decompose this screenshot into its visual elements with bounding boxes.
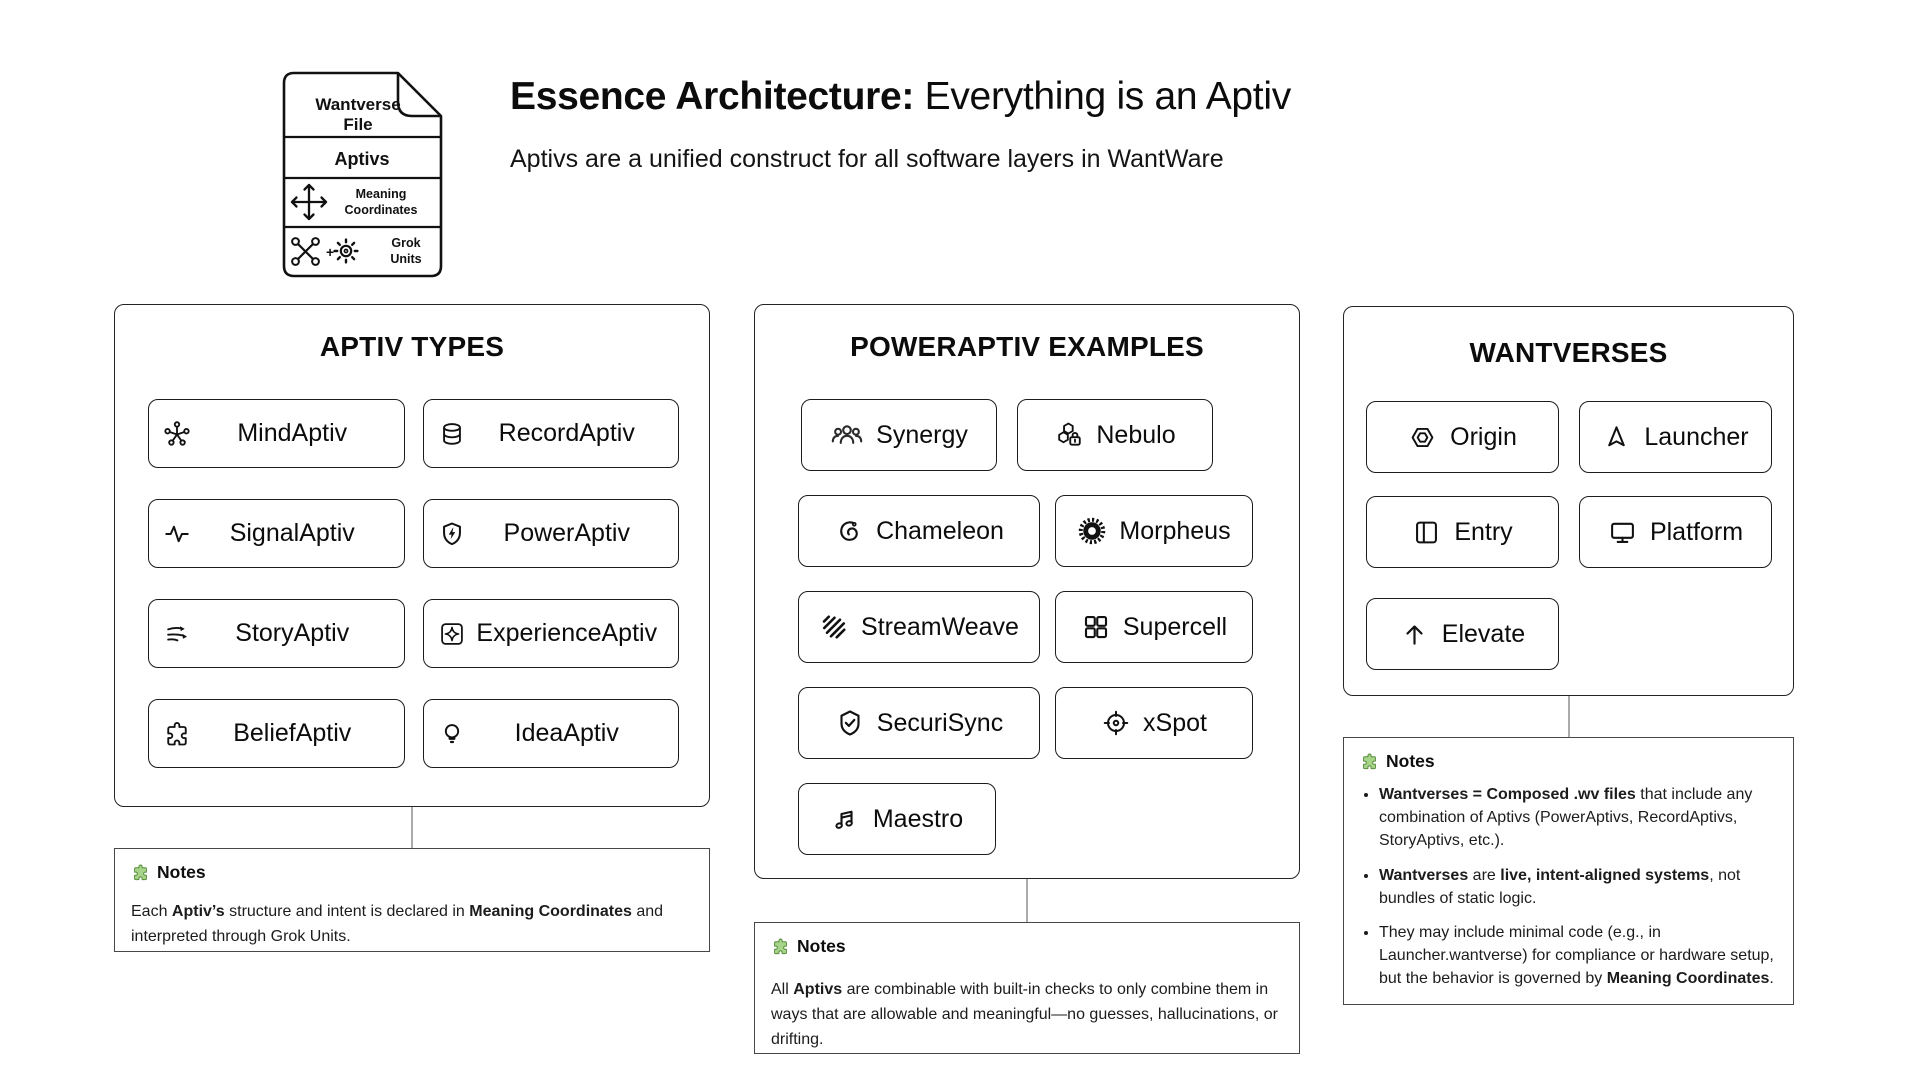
- page-title-rest: Everything is an Aptiv: [914, 75, 1291, 118]
- wantverse-label: Origin: [1450, 422, 1517, 451]
- poweraptiv-supercell: [1055, 591, 1253, 663]
- notes-poweraptiv: [754, 922, 1300, 1054]
- page-subtitle: Aptivs are a unified construct for all software layers in WantWare: [510, 144, 1224, 173]
- nav-arrow-icon: [1602, 423, 1631, 452]
- connector-wantverses-notes: [1568, 696, 1570, 737]
- poweraptiv-label: Morpheus: [1119, 516, 1231, 545]
- wantverse-entry: [1366, 496, 1559, 568]
- green-puzzle-icon: [1360, 752, 1379, 771]
- poweraptiv-synergy: [801, 399, 997, 471]
- panel-aptiv-types-title: APTIV TYPES: [319, 331, 505, 362]
- hex-cluster-lock-icon: [1054, 420, 1084, 450]
- signal-pulse-icon: [163, 520, 191, 548]
- file-card-row4-line1: Grok: [391, 236, 421, 250]
- aptiv-type-label: MindAptiv: [237, 419, 348, 447]
- panel-poweraptiv-title: POWERAPTIV EXAMPLES: [850, 331, 1204, 362]
- aptiv-types-grid: [148, 399, 679, 768]
- poweraptiv-xspot: [1055, 687, 1253, 759]
- aptiv-type-label: StoryAptiv: [235, 619, 350, 647]
- database-icon: [438, 420, 466, 448]
- file-card-row3-line1: Meaning: [355, 187, 407, 201]
- page-title-bold: Essence Architecture:: [510, 75, 915, 118]
- sparkle-square-icon: [438, 620, 466, 648]
- aptiv-type-label: PowerAptiv: [503, 519, 630, 547]
- panel-poweraptiv-examples: [754, 304, 1300, 879]
- wantverse-label: Entry: [1454, 517, 1513, 546]
- aptiv-type-label: SignalAptiv: [229, 519, 355, 547]
- panel-wantverses-title: WANTVERSES: [1469, 337, 1668, 368]
- poweraptiv-securisync: [798, 687, 1040, 759]
- flow-lines-icon: [163, 620, 191, 648]
- spiky-gear-icon: [1077, 516, 1107, 546]
- notes-bullet: • Wantverses = Composed .wv files that include any combination of Aptivs (PowerAptivs, RecordAptivs, StoryAptivs, etc.).: [1379, 783, 1777, 853]
- file-card-row1-line1: Wantverse: [315, 95, 401, 114]
- aptiv-type-poweraptiv: [423, 499, 680, 568]
- file-card-row4-line2: Units: [390, 252, 422, 266]
- shield-bolt-icon: [438, 520, 466, 548]
- wantverse-label: Elevate: [1441, 619, 1526, 648]
- poweraptiv-label: SecuriSync: [876, 708, 1004, 737]
- panel-aptiv-types: [114, 304, 710, 807]
- notes-title: Notes: [797, 936, 846, 956]
- poweraptiv-label: xSpot: [1143, 708, 1207, 737]
- aptiv-type-label: ExperienceAptiv: [476, 619, 658, 647]
- connector-aptiv-notes: [411, 807, 413, 848]
- wantverse-label: Launcher: [1644, 422, 1749, 451]
- notes-bullet: • They may include minimal code (e.g., in Launcher.wantverse) for compliance or hardware setup, but the behavior is governed by Meaning Coordinates.: [1379, 921, 1777, 991]
- notes-heading: [131, 862, 693, 883]
- wantverse-origin: [1366, 401, 1559, 473]
- chameleon-icon: [834, 516, 864, 546]
- monitor-icon: [1608, 518, 1637, 547]
- panel-wantverses: [1343, 306, 1794, 696]
- aptiv-type-storyaptiv: [148, 599, 405, 668]
- poweraptiv-label: StreamWeave: [861, 612, 1019, 641]
- aptiv-type-mindaptiv: [148, 399, 405, 468]
- mind-network-icon: [163, 420, 191, 448]
- hexagon-icon: [1408, 423, 1437, 452]
- page-title: [510, 74, 1410, 121]
- file-card-row1-line2: File: [343, 115, 373, 134]
- notes-heading: [771, 936, 1283, 957]
- notes-bullet-list: [1379, 783, 1777, 991]
- green-puzzle-icon: [131, 863, 150, 882]
- file-card-row3-line2: Coordinates: [344, 203, 418, 217]
- poweraptiv-label: Supercell: [1122, 612, 1228, 641]
- grid-cells-icon: [1081, 612, 1111, 642]
- wantverse-file-card: [280, 70, 445, 280]
- aptiv-type-label: BeliefAptiv: [233, 719, 352, 747]
- notes-body: All Aptivs are combinable with built-in checks to only combine them in ways that are allowable and meaningful—no guesses, hallucinations, or drifting.: [771, 981, 1278, 1048]
- door-panel-icon: [1412, 518, 1441, 547]
- notes-title: Notes: [1386, 751, 1435, 771]
- green-puzzle-icon: [771, 937, 790, 956]
- music-notes-icon: [831, 804, 861, 834]
- notes-wantverses: [1343, 737, 1794, 1005]
- wantverse-platform: [1579, 496, 1772, 568]
- wantverse-launcher: [1579, 401, 1772, 473]
- lightbulb-icon: [438, 720, 466, 748]
- file-card-aptivs-label: Aptivs: [334, 149, 390, 169]
- poweraptiv-streamweave: [798, 591, 1040, 663]
- notes-title: Notes: [157, 862, 206, 882]
- poweraptiv-nebulo: [1017, 399, 1213, 471]
- aptiv-type-label: IdeaAptiv: [514, 719, 619, 747]
- up-arrow-icon: [1400, 620, 1429, 649]
- aptiv-type-label: RecordAptiv: [498, 419, 635, 447]
- aptiv-type-signalaptiv: [148, 499, 405, 568]
- puzzle-icon: [163, 720, 191, 748]
- shield-check-icon: [835, 708, 865, 738]
- file-card-plus: +: [326, 244, 335, 260]
- poweraptiv-label: Synergy: [876, 420, 968, 449]
- poweraptiv-maestro: [798, 783, 996, 855]
- wantverse-label: Platform: [1649, 517, 1744, 546]
- poweraptiv-label: Maestro: [872, 804, 964, 833]
- notes-aptiv-types: [114, 848, 710, 952]
- connector-power-notes: [1026, 879, 1028, 922]
- aptiv-type-experienceaptiv: [423, 599, 680, 668]
- notes-heading: [1360, 751, 1777, 772]
- notes-bullet: • Wantverses are live, intent-aligned systems, not bundles of static logic.: [1379, 864, 1777, 910]
- wantverse-elevate: [1366, 598, 1559, 670]
- aptiv-type-recordaptiv: [423, 399, 680, 468]
- aptiv-type-beliefaptiv: [148, 699, 405, 768]
- people-group-icon: [830, 418, 864, 452]
- aptiv-type-ideaaptiv: [423, 699, 680, 768]
- poweraptiv-label: Chameleon: [876, 516, 1004, 545]
- poweraptiv-chameleon: [798, 495, 1040, 567]
- poweraptiv-morpheus: [1055, 495, 1253, 567]
- header: [510, 74, 1410, 174]
- wantverse-file-icon: [280, 70, 445, 280]
- notes-body: Each Aptiv’s structure and intent is declared in Meaning Coordinates and interpreted through Grok Units.: [131, 903, 664, 945]
- crosshair-icon: [1101, 708, 1131, 738]
- poweraptiv-label: Nebulo: [1096, 420, 1176, 449]
- diagonal-weave-icon: [819, 612, 849, 642]
